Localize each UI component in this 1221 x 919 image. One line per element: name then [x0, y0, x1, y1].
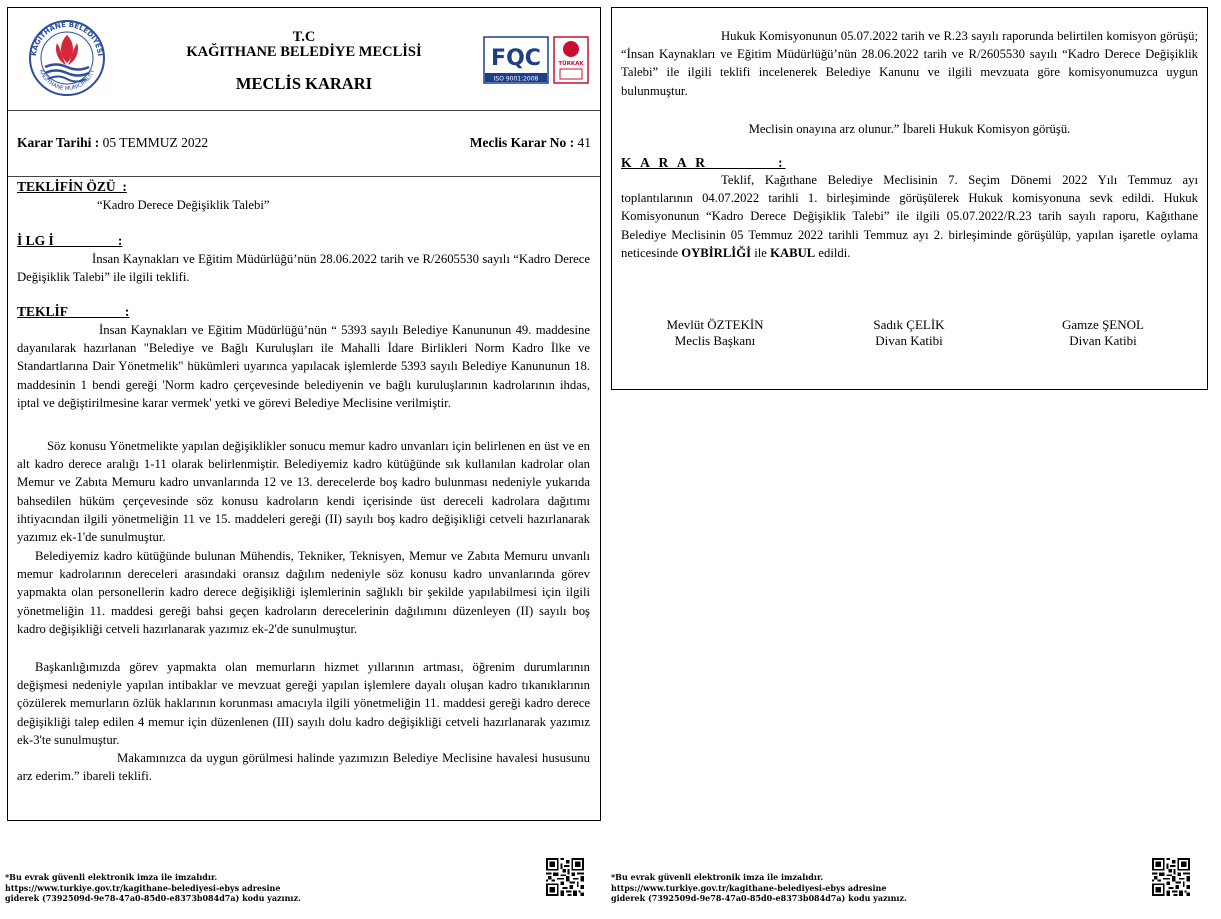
qr-code-icon — [1152, 858, 1190, 896]
signature-title: Meclis Başkanı — [674, 333, 756, 348]
signature-clerk-2 — [1028, 317, 1178, 349]
meta-divider — [8, 176, 600, 177]
signature-name: Sadık ÇELİK — [873, 317, 945, 332]
ozu-heading-label: TEKLİFİN ÖZÜ — [17, 179, 116, 194]
teklif-paragraph-1: İnsan Kaynakları ve Eğitim Müdürlüğü’nün “ 5393 sayılı Belediye Kanununun 49. maddesine dayanılarak hazırlanan "Belediye ve Bağlı Kuruluşları ile Mahalli İdare Birlikleri Norm Kadro İlke ve Standartlarına Dair Yönetmelik" hükümleri uyarınca yapılacak işlemlerde 5393 sayılı Belediye Kanununun 18. maddesinin 1 bendi gereği 'Norm kadro çerçevesinde belediyenin ve bağlı kuruluşlarının kadrolarının ihdas, iptal ve değiştirilmesine karar vermek' yetki ve görevi Belediye Meclisine verilmiştir. — [17, 323, 590, 410]
karar-accepted: KABUL — [770, 245, 816, 260]
karar-heading-label: K A R A R — [621, 155, 709, 170]
signature-title: Divan Katibi — [875, 333, 943, 348]
teklif-paragraph-4: Başkanlığımızda görev yapmakta olan memurların hizmet yıllarının artması, öğrenim durumlarının değişmesi nedeniyle yapılan intibaklar ve mevzuat gereği yapılan işlemlere dayalı oluşan kadro tıkanıklarının çözülerek memurların özlük haklarının korunması amacıyla ilgili yönetmeliğin 11. maddesi gereği kadro derece değişikliği talep edilen 4 memur için düzenlenen (III) sayılı dolu kadro değişikliği cetveli hazırlanarak yazımız ek-3'te sunulmuştur. — [17, 660, 590, 747]
header-tc: T.C — [292, 29, 316, 45]
ilgi-heading — [17, 233, 122, 249]
right-footer-note — [611, 872, 907, 904]
karar-text-end: edildi. — [815, 245, 851, 260]
decision-date-value: 05 TEMMUZ 2022 — [99, 135, 209, 150]
ozu-colon: : — [115, 179, 127, 194]
teklif-paragraph-5: Makamınızca da uygun görülmesi halinde yazımızın Belediye Meclisine havalesi hususunu arz ederim.” ibareli teklifi. — [17, 751, 590, 784]
iso-text: ISO 9001:2008 — [493, 75, 539, 83]
karar-text-mid: ile — [751, 245, 771, 260]
karar-heading — [621, 155, 786, 171]
signature-name: Gamze ŞENOL — [1062, 317, 1144, 332]
left-footer-note — [5, 872, 301, 904]
decision-number-value: 41 — [574, 135, 591, 150]
footer-line-2[interactable]: https://www.turkiye.gov.tr/kagithane-belediyesi-ebys adresine — [611, 882, 887, 893]
footer-line-2[interactable]: https://www.turkiye.gov.tr/kagithane-belediyesi-ebys adresine — [5, 882, 281, 893]
page-header — [8, 8, 600, 111]
left-page — [7, 7, 601, 821]
seal-bottom-text: KAĞITHANE MUNICIPALITY — [37, 68, 97, 93]
teklif-paragraph-2: Söz konusu Yönetmelikte yapılan değişiklikler sonucu memur kadro unvanları için belirlenen en üst ve en alt kadro derece aralığı 1-11 olarak belirlenmiştir. Belediyemiz kadro kütüğünde sık kullanılan kadrolar olan Memur ve Zabıta Memuru kadro unvanlarında 12 ve 13. derecelerde boş kadro bulunması nedeniyle yukarıda bahsedilen hüküm çerçevesinde söz konusu kadroların kendi içerisinde üst dereceli kadrolara dağıtımı ihtiyacından ilgili yönetmeliğin 11 ve 15. maddeleri gereği (II) sayılı boş kadro değişikliği cetveli hazırlanarak yazımız ek-1'de sunulmuştur. — [17, 439, 590, 545]
decision-number — [470, 135, 591, 151]
teklif-colon: : — [67, 304, 130, 319]
signature-chairman — [640, 317, 790, 349]
header-divider — [8, 110, 600, 111]
right-page — [611, 7, 1208, 390]
footer-line-3: giderek (7392509d-9e78-47a0-85d0-e8373b084d7a) kodu yazınız. — [611, 893, 907, 903]
footer-line-1: *Bu evrak güvenli elektronik imza ile imzalıdır. — [5, 872, 218, 882]
ozu-text: “Kadro Derece Değişiklik Talebi” — [97, 198, 270, 212]
teklif-heading — [17, 304, 129, 320]
ozu-heading — [17, 179, 127, 195]
decision-date-label: Karar Tarihi : — [17, 135, 100, 150]
signature-clerk-1 — [834, 317, 984, 349]
ilgi-text: İnsan Kaynakları ve Eğitim Müdürlüğü’nün 28.06.2022 tarih ve R/2605530 sayılı “Kadro Derece Değişiklik Talebi” ile ilgili teklifi. — [17, 252, 590, 285]
commission-submission: Meclisin onayına arz olunur.” İbareli Hukuk Komisyon görüşü. — [748, 122, 1071, 136]
karar-unanimous: OYBİRLİĞİ — [681, 245, 752, 260]
teklif-paragraph-3: Belediyemiz kadro kütüğünde bulunan Mühendis, Tekniker, Teknisyen, Memur ve Zabıta Memuru unvanlı memur kadrolarının dereceleri arasındaki oransız dağılım nedeniyle söz konusu kadro unvanlarında görev yapmakta olan personellerin kadro derece değişikliği işlemlerinin sağlıklı bir şekilde yapılabilmesi için ilgili yönetmeliğin 11. maddesi gereği bahsi geçen kadroların derecelerinin dağılımını düzenleyen (II) sayılı boş kadro değişikliği cetveli hazırlanarak yazımız ek-2'de sunulmuştur. — [17, 549, 590, 636]
signature-title: Divan Katibi — [1069, 333, 1137, 348]
karar-text-body: Teklif, Kağıthane Belediye Meclisinin 7. Seçim Dönemi 2022 Yılı Temmuz ayı toplantılarının 04.07.2022 tarihli 1. birleşiminde görüşülerek Hukuk komisyonuna sevk edildi. Hukuk Komisyonunun “Kadro Derece Değişiklik Talebi” ile ilgili 05.07.2022/R.23 tarih sayılı raporu, Kağıthane Belediye Meclisinin 05 Temmuz 2022 tarihli Temmuz ayı 2. birleşiminde görüşülüp, yapılan işaretle oylama neticesinde — [621, 173, 1198, 260]
ilgi-heading-label: İ LG İ — [17, 233, 54, 248]
fqc-logo-text: FQC — [491, 46, 541, 71]
karar-colon: : — [708, 155, 786, 170]
footer-line-1: *Bu evrak güvenli elektronik imza ile imzalıdır. — [611, 872, 824, 882]
decision-date — [17, 135, 208, 151]
signature-name: Mevlüt ÖZTEKİN — [666, 317, 764, 332]
header-council-name: KAĞITHANE BELEDİYE MECLİSİ — [186, 44, 422, 60]
qr-code-icon — [546, 858, 584, 896]
footer-line-3: giderek (7392509d-9e78-47a0-85d0-e8373b084d7a) kodu yazınız. — [5, 893, 301, 903]
header-doc-type: MECLİS KARARI — [235, 74, 373, 93]
seal-top-text: KAĞITHANE BELEDİYESİ — [29, 20, 104, 57]
decision-number-label: Meclis Karar No : — [469, 135, 575, 150]
teklif-heading-label: TEKLİF — [17, 304, 68, 319]
commission-opinion: Hukuk Komisyonunun 05.07.2022 tarih ve R.23 sayılı raporunda belirtilen komisyon görüşü; “İnsan Kaynakları ve Eğitim Müdürlüğü’nün 28.06.2022 tarih ve R/2605530 sayılı “Kadro Derece Değişiklik Talebi” ile ilgili teklifi incelenerek Belediye Kanunu ve ilgili mevzuata göre komisyonumuzca uygun bulunmuştur. — [621, 29, 1198, 98]
karar-text — [621, 171, 1198, 262]
ilgi-colon: : — [53, 233, 123, 248]
certification-logos — [482, 35, 592, 85]
turkak-text: TÜRKAK — [558, 61, 584, 67]
